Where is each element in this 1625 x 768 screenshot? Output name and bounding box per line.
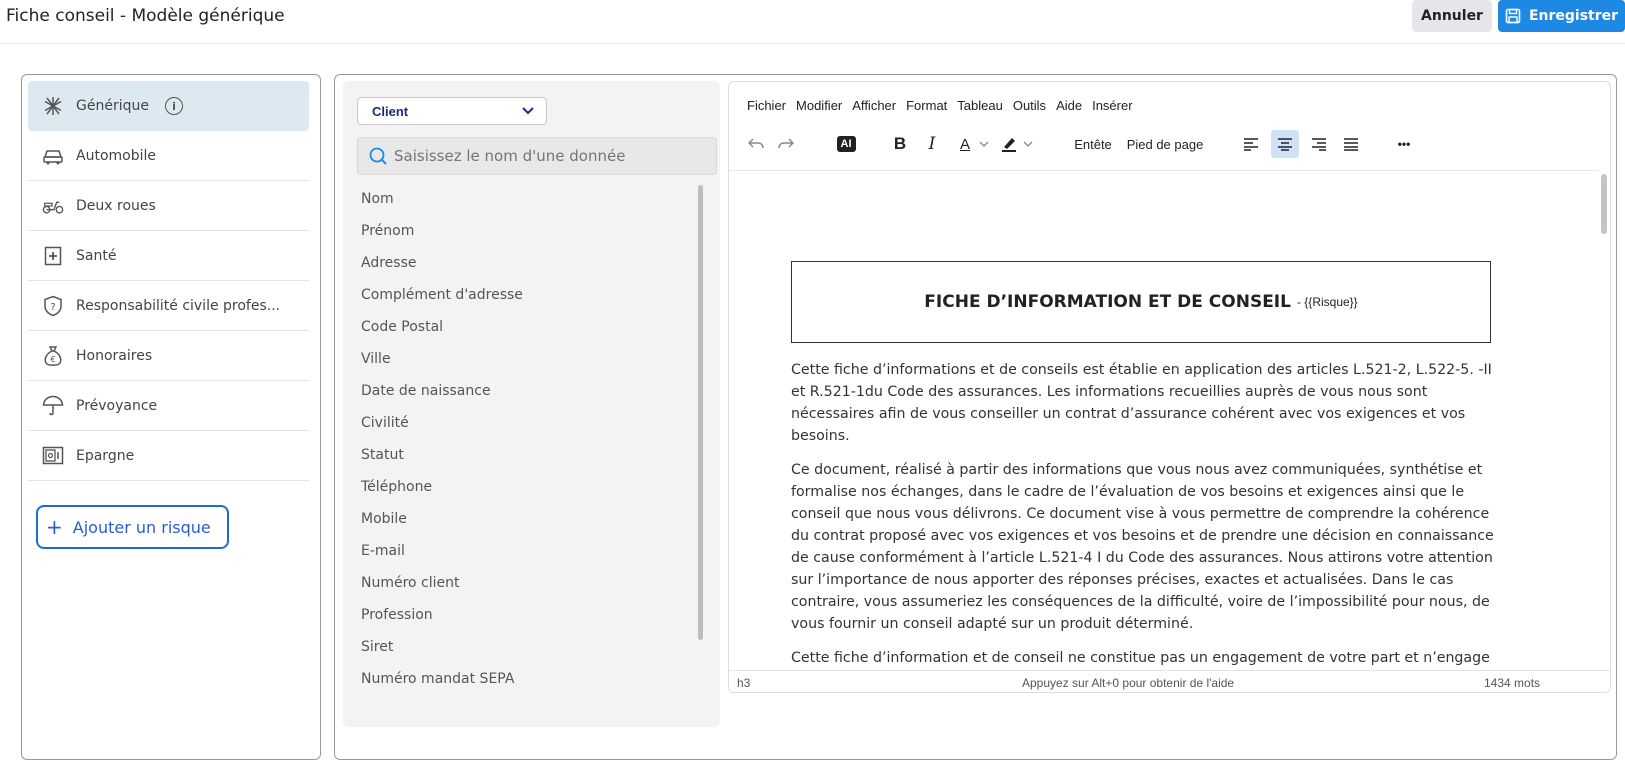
menu-fichier[interactable]: Fichier [747,98,787,113]
umbrella-icon [42,395,64,417]
bold-button[interactable]: B [893,134,907,153]
floppy-disk-icon [1505,8,1521,24]
main-panel [334,74,1617,760]
save-button[interactable] [1498,0,1625,32]
menu-aide[interactable]: Aide [1056,98,1083,113]
field-item[interactable]: Mobile [361,511,407,527]
risk-panel [21,74,321,760]
footer-button[interactable]: Pied de page [1126,136,1204,152]
justify-button[interactable] [1339,130,1363,158]
risk-item-prevoyance[interactable] [28,381,309,431]
asterisk-icon [42,95,64,117]
undo-button[interactable] [745,130,767,158]
word-count[interactable]: 1434 mots [1484,676,1541,690]
fields-panel [343,81,720,727]
undo-icon [748,137,764,151]
top-bar [0,0,1625,44]
search-input[interactable] [394,147,704,165]
italic-button[interactable]: I [928,134,936,154]
align-left-icon [1243,137,1259,151]
risk-item-sante[interactable] [28,231,309,281]
add-risk-label: Ajouter un risque [72,517,211,537]
highlight-button[interactable] [997,130,1021,158]
editor-toolbar [745,130,1605,160]
help-hint: Appuyez sur Alt+0 pour obtenir de l'aide [1022,676,1235,690]
chevron-down-icon [1023,141,1033,147]
page-title: Fiche conseil - Modèle générique [6,6,285,26]
menu-afficher[interactable]: Afficher [852,98,897,113]
align-center-icon [1277,137,1293,151]
cancel-button[interactable]: Annuler [1412,0,1492,32]
plus-icon: + [46,515,63,539]
element-path[interactable]: h3 [737,676,751,690]
risk-item-label: Santé [76,247,117,264]
health-icon [42,245,64,267]
header-button[interactable]: Entête [1074,136,1112,152]
risk-item-label: Responsabilité civile profes... [76,297,281,314]
document-paragraph: Ce document, réalisé à partir des informations que vous nous avez communiquées, synthétise et formalise nos échanges, dans le cadre de l’évaluation de vos besoins et exigences ainsi que le conseil que nous vous délivrons. Ce document vise à vous permettre de comprendre la cohérence du contrat proposé avec vos exigences et vos besoins et de prendre une décision en connaissance de cause conformément à l’article L.521-4 I du Code des assurances. Nous attirons votre attention sur l’importance de nous apporter des réponses précises, exactes et actualisées. Dans le cas contraire, vous assumeriez les conséquences de la difficulté, voire de l’impossibilité pour nous, de vous fournir un conseil adapté sur un produit déterminé. [791,462,1494,632]
field-item[interactable]: Numéro mandat SEPA [361,671,515,687]
document-scrollbar[interactable] [1601,174,1607,234]
chevron-down-icon [979,141,989,147]
save-button-label: Enregistrer [1528,8,1619,24]
document-body [791,359,1499,670]
risk-item-label: Prévoyance [76,397,158,414]
field-item[interactable]: Ville [361,351,391,367]
document-paragraph: Cette fiche d’information et de conseil ne constitue pas un engagement de votre part et n’engage [791,650,1490,666]
field-search [357,137,717,175]
align-center-button[interactable] [1271,130,1299,158]
chevron-down-icon [522,107,534,115]
field-item[interactable]: Statut [361,447,404,463]
field-item[interactable]: Adresse [361,255,417,271]
menu-format[interactable]: Format [906,98,948,113]
align-left-button[interactable] [1239,130,1263,158]
field-item[interactable]: Nom [361,191,394,207]
more-options-button[interactable]: ••• [1397,137,1411,151]
font-color-label: A [959,135,970,153]
menu-modifier[interactable]: Modifier [796,98,843,113]
risk-item-generique[interactable] [28,81,309,131]
money-bag-icon [42,345,64,367]
highlight-dropdown[interactable] [1021,130,1035,158]
document-title-variable: - {{Risque}} [1296,295,1358,309]
align-right-button[interactable] [1307,130,1331,158]
risk-item-label: Honoraires [76,347,153,364]
highlighter-icon [1000,135,1018,153]
field-item[interactable]: Numéro client [361,575,460,591]
risk-item-label: Générique [76,98,149,114]
field-item[interactable]: Téléphone [361,479,433,495]
field-list [361,183,691,695]
redo-icon [778,137,794,151]
risk-item-responsabilite-civile[interactable] [28,281,309,331]
ai-assistant-button[interactable] [833,130,859,158]
menu-tableau[interactable]: Tableau [957,98,1003,113]
svg-text:€: € [50,354,56,364]
font-color-dropdown[interactable] [977,130,991,158]
document-header-box [791,261,1491,343]
scooter-icon [42,195,64,217]
fields-scrollbar[interactable] [698,185,703,640]
risk-item-automobile[interactable] [28,131,309,181]
editor-statusbar [729,670,1611,693]
field-item[interactable]: Prénom [361,223,415,239]
field-item[interactable]: Siret [361,639,394,655]
menu-inserer[interactable]: Insérer [1092,98,1133,113]
search-icon [368,146,388,166]
risk-item-honoraires[interactable] [28,331,309,381]
field-item[interactable]: Complément d'adresse [361,287,523,303]
risk-item-deux-roues[interactable] [28,181,309,231]
risk-item-label: Automobile [76,147,156,164]
risk-item-label: Deux roues [76,197,156,214]
field-item[interactable]: Profession [361,607,433,623]
menu-outils[interactable]: Outils [1012,98,1047,113]
risk-item-epargne[interactable] [28,431,309,481]
align-right-icon [1311,137,1327,151]
add-risk-button[interactable] [36,505,229,549]
field-item[interactable]: Code Postal [361,319,444,335]
ai-icon: AI [837,136,856,152]
redo-button[interactable] [775,130,797,158]
field-item[interactable]: Civilité [361,415,409,431]
document-title: FICHE D’INFORMATION ET DE CONSEIL [924,292,1291,312]
info-icon[interactable]: i [165,97,183,115]
safe-icon [42,445,64,467]
field-item[interactable]: Date de naissance [361,383,491,399]
category-select[interactable] [357,97,547,125]
field-item[interactable]: E-mail [361,543,405,559]
risk-item-label: Epargne [76,447,135,464]
svg-text:?: ? [50,301,56,313]
font-color-button[interactable] [953,130,977,158]
justify-icon [1343,137,1359,151]
car-icon [42,145,64,167]
editor-menubar [747,98,1133,113]
shield-question-icon [42,295,64,317]
document-area[interactable] [729,170,1599,670]
rich-text-editor [728,81,1611,693]
document-paragraph: Cette fiche d’informations et de conseils est établie en application des articles L.521-2, L.522-5. -II et R.521-1du Code des assurances. Les informations recueillies auprès de vous nous sont nécessaires afin de vous conseiller un contrat d’assurance cohérent avec vos exigences et vos besoins. [791,362,1492,444]
category-select-value: Client [372,103,409,119]
